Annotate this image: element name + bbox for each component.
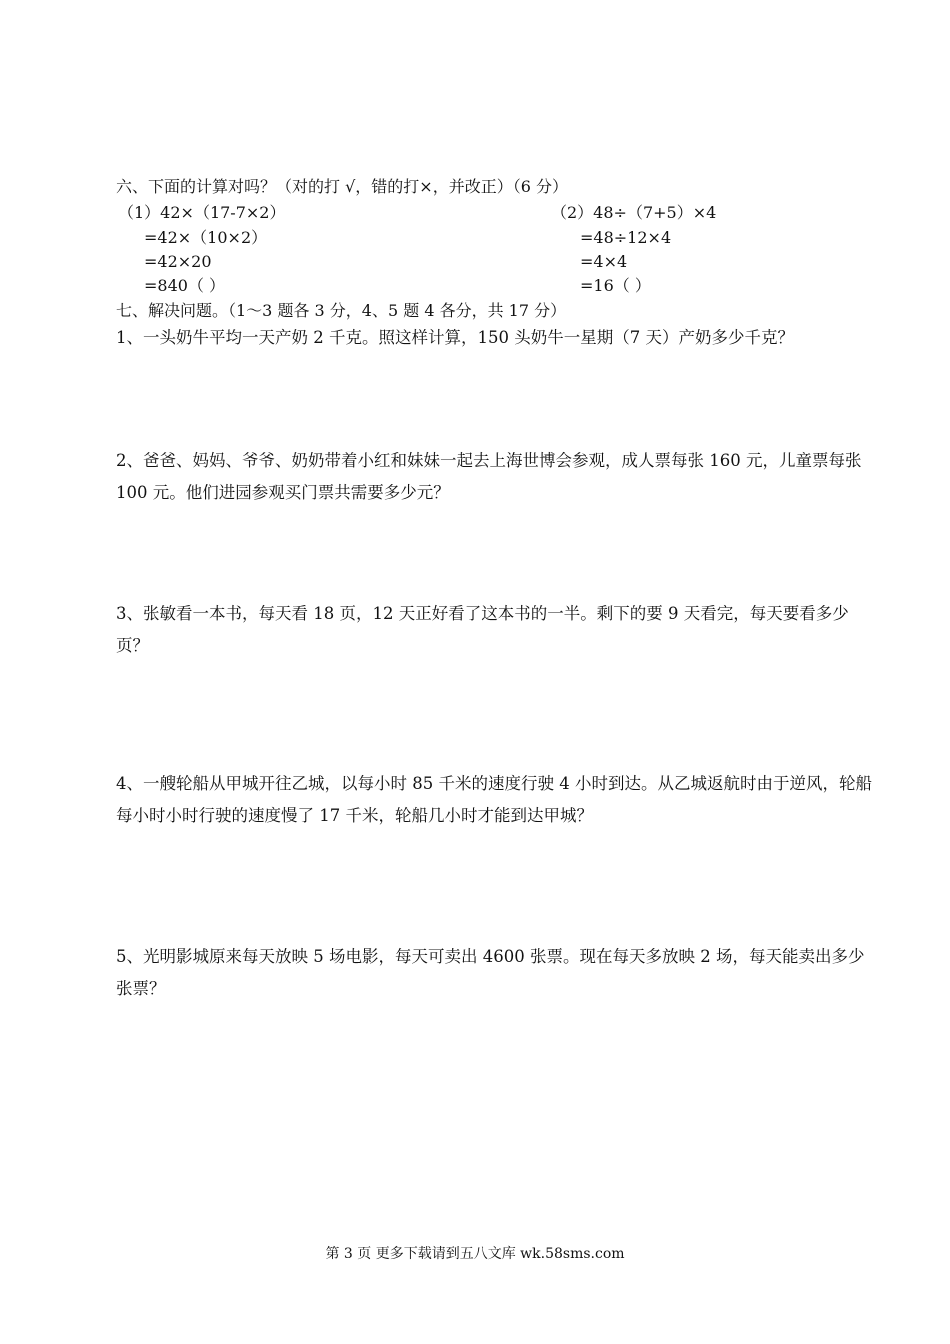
word-problem: 1、一头奶牛平均一天产奶 2 千克。照这样计算，150 头奶牛一星期（7 天）产奶多少千克？ — [116, 328, 794, 347]
section-7-title: 七、解决问题。（1～3 题各 3 分，4、5 题 4 各分，共 17 分） — [116, 301, 567, 320]
calc-left-step: =840（ ） — [144, 276, 226, 295]
word-problem: 2、爸爸、妈妈、爷爷、奶奶带着小红和妹妹一起去上海世博会参观，成人票每张 160 元，儿童票每张 100 元。他们进园参观买门票共需要多少元？ — [116, 451, 862, 502]
section-6-title: 六、下面的计算对吗？（对的打 √，错的打×，并改正）（6 分） — [116, 177, 568, 196]
calc-right-step: =4×4 — [580, 252, 628, 271]
page-footer: 第 3 页 更多下载请到五八文库 wk.58sms.com — [325, 1246, 625, 1262]
word-problem: 5、光明影城原来每天放映 5 场电影，每天可卖出 4600 张票。现在每天多放映 2 场，每天能卖出多少张票？ — [116, 947, 865, 998]
word-problem: 4、一艘轮船从甲城开往乙城，以每小时 85 千米的速度行驶 4 小时到达。从乙城返航时由于逆风，轮船每小时小时行驶的速度慢了 17 千米，轮船几小时才能到达甲城？ — [116, 774, 872, 825]
calc-left-step: =42×（10×2） — [144, 228, 268, 247]
calc-left-problem: （1）42×（17-7×2） — [118, 203, 286, 222]
calc-left-step: =42×20 — [144, 252, 212, 271]
calc-right-step: =16（ ） — [580, 276, 651, 295]
calc-right-problem: （2）48÷（7+5）×4 — [551, 203, 717, 222]
calc-right-step: =48÷12×4 — [580, 228, 672, 247]
word-problem: 3、张敏看一本书，每天看 18 页，12 天正好看了这本书的一半。剩下的要 9 天看完，每天要看多少页？ — [116, 604, 849, 655]
